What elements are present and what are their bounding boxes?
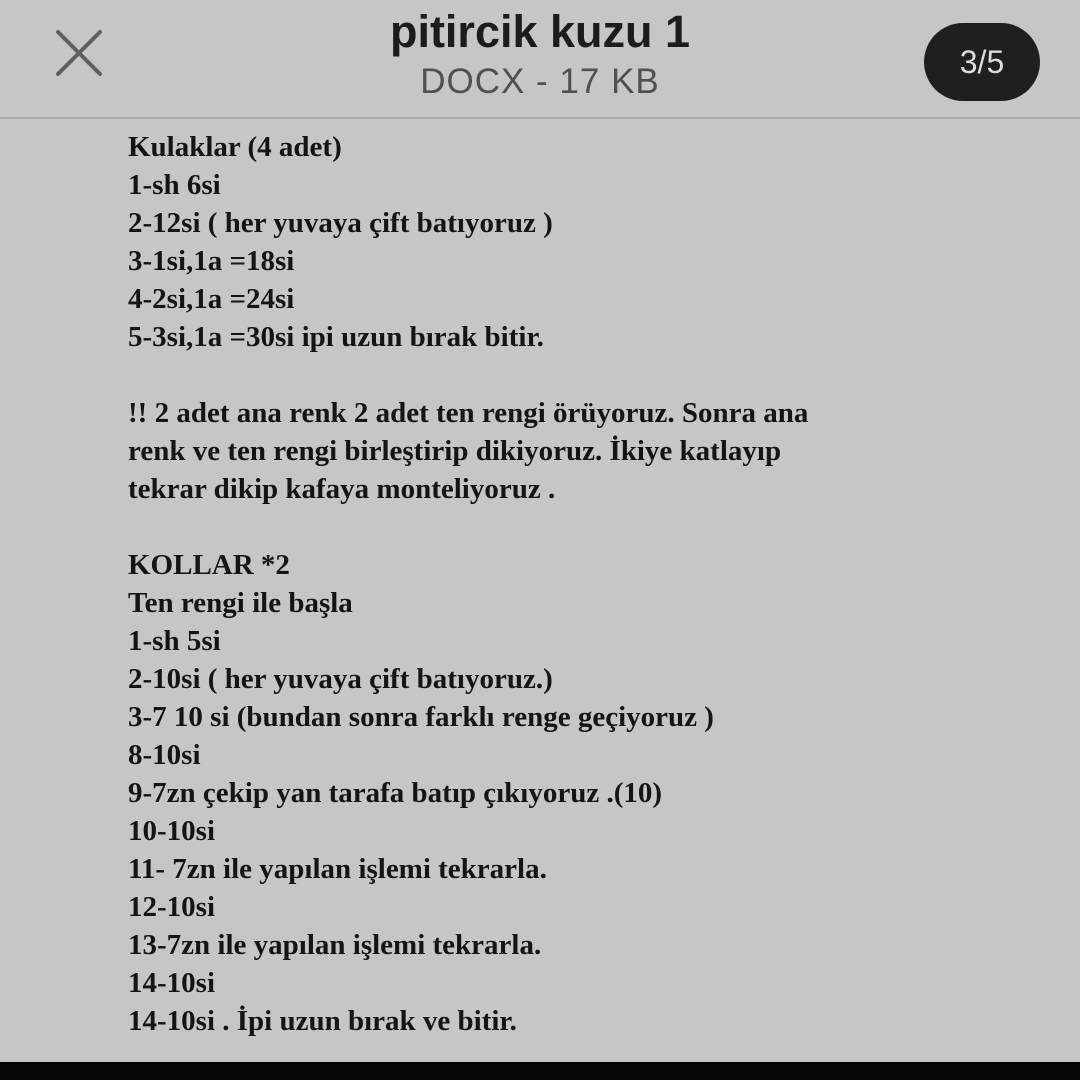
note-line: !! 2 adet ana renk 2 adet ten rengi örüyoruz. Sonra ana [128,397,809,429]
pattern-row: 14-10si . İpi uzun bırak ve bitir. [128,1005,517,1037]
section-heading-ears: Kulaklar (4 adet) [128,131,342,163]
page-indicator-badge[interactable]: 3/5 [924,23,1040,101]
file-info: DOCX - 17 KB [420,62,660,101]
document-title: pitircik kuzu 1 [389,6,691,57]
pattern-row: 1-sh 5si [128,625,221,657]
pattern-row: 2-12si ( her yuvaya çift batıyoruz ) [128,207,553,239]
pattern-row: 12-10si [128,891,215,923]
pattern-row: 5-3si,1a =30si ipi uzun bırak bitir. [128,321,544,353]
pattern-row: 8-10si [128,739,201,771]
pattern-row: 13-7zn ile yapılan işlemi tekrarla. [128,929,542,961]
spacer [128,508,1048,546]
note-line: tekrar dikip kafaya monteliyoruz . [128,473,556,505]
pattern-row: 11- 7zn ile yapılan işlemi tekrarla. [128,853,547,885]
pattern-row: Ten rengi ile başla [128,587,353,619]
viewer-header [0,0,1080,119]
bottom-bar [0,1062,1080,1080]
pattern-row: 4-2si,1a =24si [128,283,295,315]
section-heading-arms: KOLLAR *2 [128,549,290,581]
document-content [128,128,1048,1040]
pattern-row: 1-sh 6si [128,169,221,201]
pattern-row: 10-10si [128,815,215,847]
pattern-row: 9-7zn çekip yan tarafa batıp çıkıyoruz .(10) [128,777,663,809]
pattern-row: 3-7 10 si (bundan sonra farklı renge geçiyoruz ) [128,701,714,733]
spacer [128,356,1048,394]
pattern-row: 2-10si ( her yuvaya çift batıyoruz.) [128,663,553,695]
pattern-row: 14-10si [128,967,215,999]
pattern-row: 3-1si,1a =18si [128,245,295,277]
note-line: renk ve ten rengi birleştirip dikiyoruz. İkiye katlayıp [128,435,782,467]
